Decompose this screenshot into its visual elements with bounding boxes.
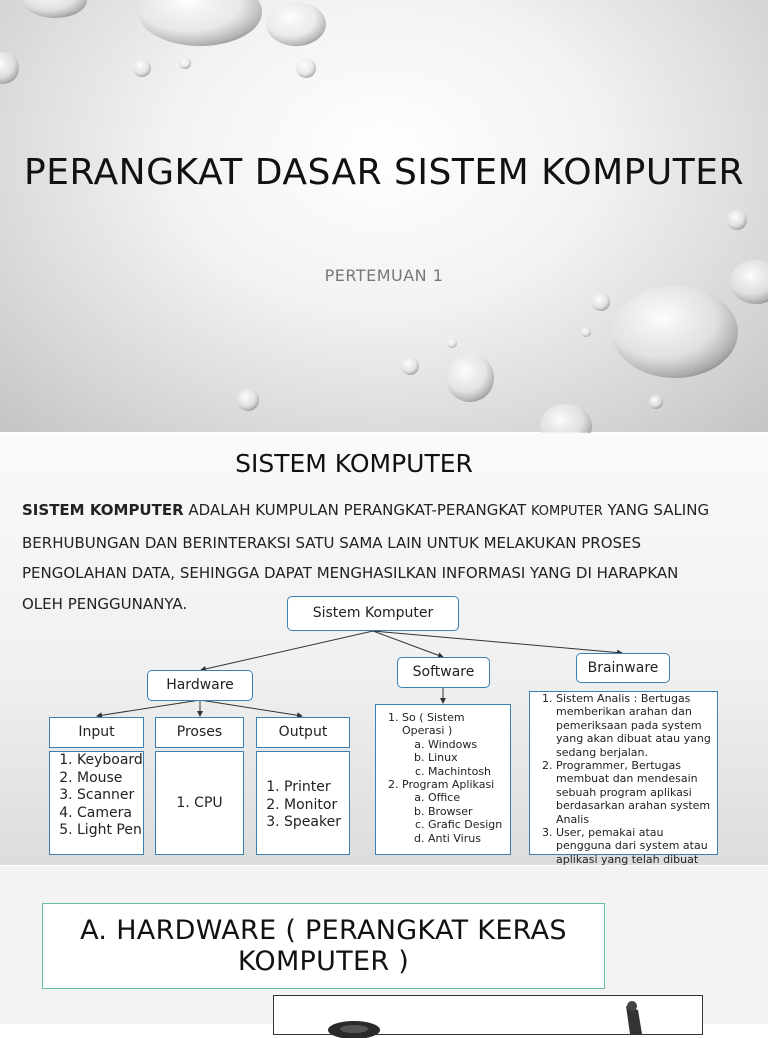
list-item: c. Machintosh [428, 765, 510, 778]
list-item: 2. Programmer, Bertugas membuat dan mendesain sebuah program aplikasi berdasarkan arahan system Analis [556, 759, 717, 826]
hardware-image [274, 996, 702, 1034]
process-device-list: 1. CPU [155, 751, 244, 855]
slide-subtitle: PERTEMUAN 1 [324, 266, 444, 285]
water-drops-decoration [0, 0, 768, 432]
list-item: 1. Sistem Analis : Bertugas memberikan arahan dan pemeriksaan pada system yang akan dibuat atau yang sedang berjalan. [556, 692, 717, 759]
definition-text-2: YANG SALING BERHUBUNGAN DAN BERINTERAKSI SATU SAMA LAIN UNTUK MELAKUKAN PROSES PENGOLAHAN DATA, SEHINGGA DAPAT MENGHASILKAN INFORMASI YANG DI HARAPKAN OLEH PENGGUNANYA. [22, 501, 710, 613]
list-item: 1. Keyboard [77, 752, 143, 770]
input-device-list [49, 751, 144, 855]
list-item: 1. Printer [284, 779, 349, 797]
list-item [402, 778, 510, 845]
list-item: 2. Mouse [77, 770, 143, 788]
definition-text-1: ADALAH KUMPULAN PERANGKAT-PERANGKAT [183, 501, 531, 519]
list-item: a. Office [428, 791, 510, 804]
hardware-image-frame [273, 995, 703, 1035]
output-device-list [256, 751, 350, 855]
diagram-node-output: Output [256, 717, 350, 748]
list-item: 4. Camera [77, 805, 143, 823]
diagram-node-brainware: Brainware [576, 653, 670, 683]
definition-slide [0, 433, 768, 865]
list-item: 3. User, pemakai atau pengguna dari system atau aplikasi yang telah dibuat [556, 826, 717, 866]
diagram-node-proses: Proses [155, 717, 244, 748]
list-item: c. Grafic Design [428, 818, 510, 831]
list-item: 2. Monitor [284, 797, 349, 815]
list-item: d. Anti Virus [428, 832, 510, 845]
diagram-root-sistem-komputer: Sistem Komputer [287, 596, 459, 631]
brainware-list [529, 691, 718, 866]
hardware-slide [0, 866, 768, 1024]
slide-title: PERANGKAT DASAR SISTEM KOMPUTER [24, 152, 744, 193]
diagram-node-software: Software [397, 657, 490, 688]
definition-term: SISTEM KOMPUTER [22, 501, 184, 519]
list-item: a. Windows [428, 738, 510, 751]
list-item: 3. Speaker [284, 814, 349, 832]
diagram-node-input: Input [49, 717, 144, 748]
definition-text-small: KOMPUTER [530, 504, 603, 519]
software-list [375, 704, 511, 855]
list-item: 3. Scanner [77, 787, 143, 805]
slide-title: SISTEM KOMPUTER [235, 449, 473, 478]
list-item: b. Browser [428, 805, 510, 818]
diagram-node-hardware: Hardware [147, 670, 253, 701]
list-item: b. Linux [428, 751, 510, 764]
title-slide [0, 0, 768, 432]
software-category-label: Program Aplikasi [402, 778, 495, 792]
list-item [402, 711, 510, 778]
software-category-label: So ( Sistem Operasi ) [402, 711, 465, 738]
list-item: 5. Light Pen [77, 822, 143, 840]
slide-title: A. HARDWARE ( PERANGKAT KERAS KOMPUTER ) [42, 903, 605, 989]
